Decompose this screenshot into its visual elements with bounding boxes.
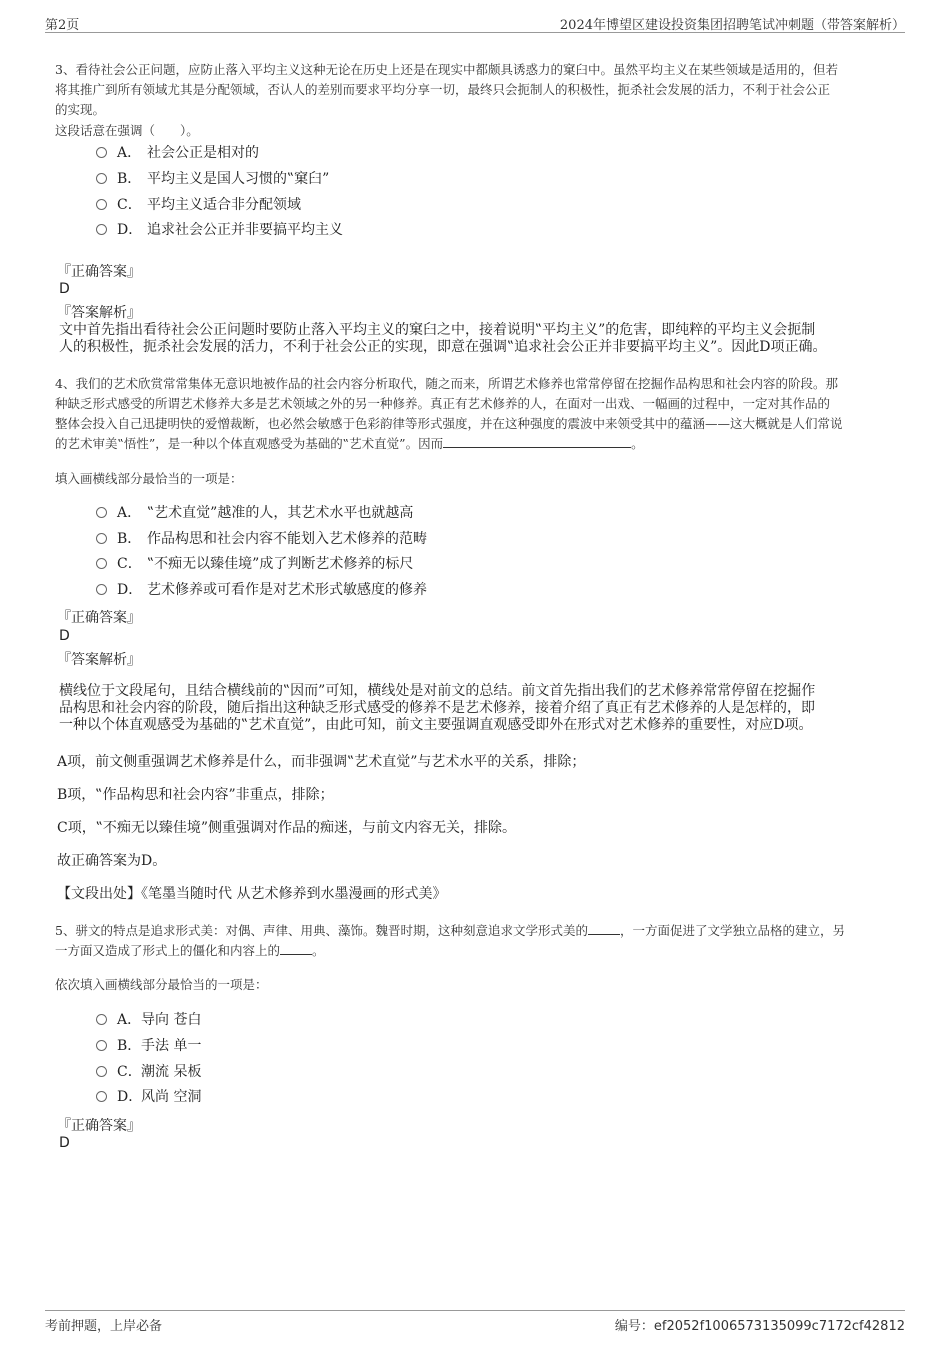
radio-icon[interactable] bbox=[96, 1066, 107, 1077]
radio-icon[interactable] bbox=[96, 199, 107, 210]
question-3-option-c[interactable]: C． 平均主义适合非分配领域 bbox=[96, 194, 301, 216]
question-4-analysis-conclusion: 故正确答案为D。 bbox=[57, 853, 167, 869]
question-5-option-b[interactable]: B．手法 单一 bbox=[96, 1035, 201, 1057]
radio-icon[interactable] bbox=[96, 147, 107, 158]
page-number: 第2页 bbox=[45, 18, 80, 33]
question-3-option-b[interactable]: B． 平均主义是国人习惯的‟窠臼” bbox=[96, 168, 329, 190]
radio-icon[interactable] bbox=[96, 584, 107, 595]
question-4-option-a[interactable]: A． ‟艺术直觉”越准的人，其艺术水平也就越高 bbox=[96, 502, 413, 524]
radio-icon[interactable] bbox=[96, 1040, 107, 1051]
question-5-answer-label: 『正确答案』 bbox=[57, 1118, 141, 1134]
question-4-answer: D bbox=[59, 628, 70, 644]
radio-icon[interactable] bbox=[96, 1014, 107, 1025]
question-4-text: 4、我们的艺术欣赏常常集体无意识地被作品的社会内容分析取代，随之而来，所谓艺术修养也常常停留在挖掘作品构思和社会内容的阶段。那 种缺乏形式感受的所谓艺术修养大多是艺术领域之外的另一种修养。真正有艺术修养的人，在面对一出戏、一幅画的过程中，一定对其作品的 整体会投入自己迅捷明快的爱憎裁断，也必然会敏感于色彩韵律等形式强度，并在这种强度的震波中来领受其中的蕴涵——这大概就是人们常说 的艺术审美‟悟性”，是一种以个体直观感受为基础的‟艺术直觉”。因而 。 bbox=[55, 376, 843, 451]
question-4-analysis-label: 『答案解析』 bbox=[57, 652, 141, 668]
question-4-analysis-option-b: B项，‟作品构思和社会内容”非重点，排除； bbox=[57, 787, 334, 803]
question-4-answer-label: 『正确答案』 bbox=[57, 610, 141, 626]
document-title: 2024年博望区建设投资集团招聘笔试冲刺题（带答案解析） bbox=[559, 18, 905, 33]
question-5-text: 5、骈文的特点是追求形式美：对偶、声律、用典、藻饰。魏晋时期，这种刻意追求文学形式美的 ，一方面促进了文学独立品格的建立，另 一方面又造成了形式上的僵化和内容上的 。 bbox=[55, 923, 845, 958]
radio-icon[interactable] bbox=[96, 224, 107, 235]
question-3-analysis-label: 『答案解析』 bbox=[57, 305, 141, 321]
question-3-prompt: 这段话意在强调（ ）。 bbox=[55, 123, 199, 138]
radio-icon[interactable] bbox=[96, 533, 107, 544]
question-5-answer: D bbox=[59, 1135, 70, 1151]
question-4-source: 【文段出处】《笔墨当随时代 从艺术修养到水墨漫画的形式美》 bbox=[57, 886, 447, 902]
question-4-option-d[interactable]: D． 艺术修养或可看作是对艺术形式敏感度的修养 bbox=[96, 579, 427, 601]
radio-icon[interactable] bbox=[96, 507, 107, 518]
fill-blank bbox=[588, 922, 620, 935]
page-header bbox=[45, 12, 905, 33]
footer-slogan: 考前押题，上岸必备 bbox=[45, 1319, 163, 1334]
question-4-analysis-paragraph: 横线位于文段尾句，且结合横线前的‟因而”可知，横线处是对前文的总结。前文首先指出我们的艺术修养常常停留在挖掘作 品构思和社会内容的阶段，随后指出这种缺乏形式感受的修养不是艺术修养，接着介绍了真正有艺术修养的人是怎样的，即 一种以个体直观感受为基础的‟艺术直觉”，由此可知，前文主要强调直观感受即外在形式对艺术修养的重要性，对应D项。 bbox=[59, 683, 816, 733]
question-3-answer: D bbox=[59, 281, 70, 297]
fill-blank bbox=[443, 435, 631, 448]
question-4-option-c[interactable]: C． ‟不痴无以臻佳境”成了判断艺术修养的标尺 bbox=[96, 553, 413, 575]
question-4-analysis-option-a: A项，前文侧重强调艺术修养是什么，而非强调‟艺术直觉”与艺术水平的关系，排除； bbox=[57, 754, 586, 770]
document-code: 编号：ef2052f1006573135099c7172cf42812 bbox=[614, 1319, 905, 1334]
radio-icon[interactable] bbox=[96, 173, 107, 184]
question-4-analysis-option-c: C项，‟不痴无以臻佳境”侧重强调对作品的痴迷，与前文内容无关，排除。 bbox=[57, 820, 517, 836]
question-4-option-b[interactable]: B． 作品构思和社会内容不能划入艺术修养的范畴 bbox=[96, 528, 427, 550]
question-3-analysis: 文中首先指出看待社会公正问题时要防止落入平均主义的窠臼之中，接着说明‟平均主义”的危害，即纯粹的平均主义会扼制 人的积极性，扼杀社会发展的活力，不利于社会公正的实现，即意在强调‟追求社会公正并非要搞平均主义”。因此D项正确。 bbox=[59, 322, 827, 355]
question-3-option-a[interactable]: A． 社会公正是相对的 bbox=[96, 142, 259, 164]
question-4-prompt: 填入画横线部分最恰当的一项是： bbox=[55, 471, 243, 486]
radio-icon[interactable] bbox=[96, 1091, 107, 1102]
question-3-answer-label: 『正确答案』 bbox=[57, 264, 141, 280]
radio-icon[interactable] bbox=[96, 558, 107, 569]
question-5-option-d[interactable]: D．风尚 空洞 bbox=[96, 1086, 201, 1108]
question-5-prompt: 依次填入画横线部分最恰当的一项是： bbox=[55, 977, 268, 992]
question-5-option-a[interactable]: A．导向 苍白 bbox=[96, 1009, 201, 1031]
question-3-option-d[interactable]: D． 追求社会公正并非要搞平均主义 bbox=[96, 219, 343, 241]
page-footer bbox=[45, 1310, 905, 1333]
question-5-option-c[interactable]: C．潮流 呆板 bbox=[96, 1061, 201, 1083]
question-3-text: 3、看待社会公正问题，应防止落入平均主义这种无论在历史上还是在现实中都颇具诱惑力的窠臼中。虽然平均主义在某些领域是适用的，但若 将其推广到所有领域尤其是分配领域，否认人的差别而要求平均分享一切，最终只会扼制人的积极性，扼杀社会发展的活力，不利于社会公正 的实现。 bbox=[55, 62, 838, 117]
fill-blank bbox=[280, 942, 312, 955]
